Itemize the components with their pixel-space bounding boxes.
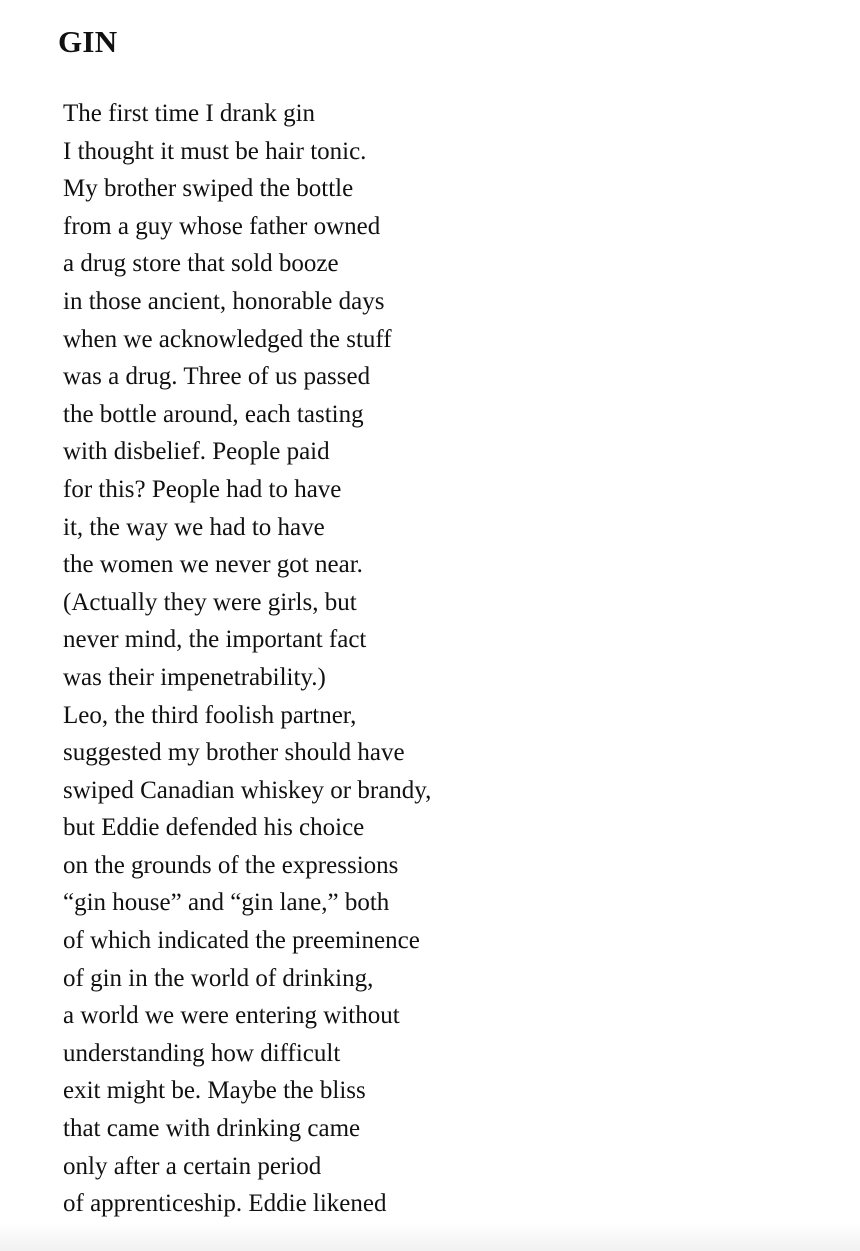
poem-line: but Eddie defended his choice bbox=[63, 814, 365, 842]
poem-line: a world we were entering without bbox=[63, 1002, 400, 1030]
poem-line: the bottle around, each tasting bbox=[63, 400, 364, 428]
poem-title: GIN bbox=[58, 24, 118, 59]
poem-line: the women we never got near. bbox=[63, 551, 363, 579]
poem-line: in those ancient, honorable days bbox=[63, 287, 385, 315]
poem-line: suggested my brother should have bbox=[63, 739, 405, 767]
poem-line: was their impenetrability.) bbox=[63, 663, 326, 691]
poem-body bbox=[63, 95, 431, 1223]
poem-line: never mind, the important fact bbox=[63, 626, 367, 654]
poem-line: of apprenticeship. Eddie likened bbox=[63, 1190, 387, 1218]
poem-line: swiped Canadian whiskey or brandy, bbox=[63, 776, 432, 804]
poem-line: from a guy whose father owned bbox=[63, 212, 381, 240]
poem-line: it, the way we had to have bbox=[63, 513, 325, 541]
poem-line: The first time I drank gin bbox=[63, 100, 316, 127]
poem-line: for this? People had to have bbox=[63, 475, 342, 503]
poem-line: My brother swiped the bottle bbox=[63, 175, 354, 203]
poem-line: exit might be. Maybe the bliss bbox=[63, 1077, 366, 1105]
page-bottom-edge bbox=[0, 1223, 860, 1251]
poem-line: on the grounds of the expressions bbox=[63, 851, 399, 879]
poem-line: when we acknowledged the stuff bbox=[63, 325, 392, 353]
poem-line: I thought it must be hair tonic. bbox=[63, 137, 367, 165]
poem-line: was a drug. Three of us passed bbox=[63, 363, 371, 391]
poem-line: Leo, the third foolish partner, bbox=[63, 701, 357, 729]
poem-line: “gin house” and “gin lane,” both bbox=[63, 889, 390, 917]
poem-line: of which indicated the preeminence bbox=[63, 927, 420, 955]
poem-line: (Actually they were girls, but bbox=[63, 588, 357, 616]
poem-line: a drug store that sold booze bbox=[63, 250, 339, 278]
poem-line: only after a certain period bbox=[63, 1152, 322, 1180]
poem-line: understanding how difficult bbox=[63, 1039, 341, 1067]
poem-line: that came with drinking came bbox=[63, 1115, 361, 1143]
poem-line: with disbelief. People paid bbox=[63, 438, 330, 466]
poem-line: of gin in the world of drinking, bbox=[63, 964, 374, 992]
